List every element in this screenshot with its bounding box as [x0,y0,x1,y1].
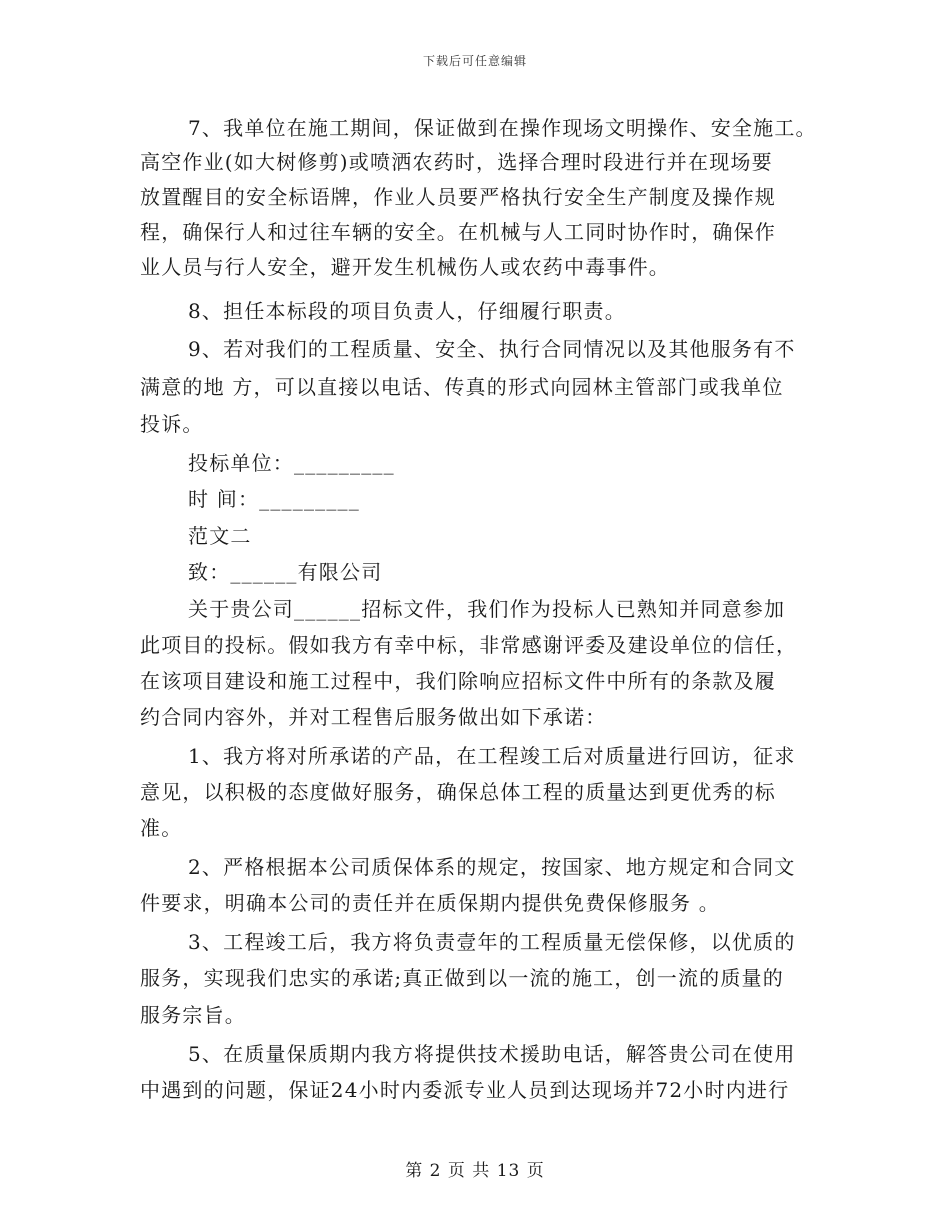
text-line: 约合同内容外，并对工程售后服务做出如下承诺： [140,705,607,729]
text-line: 1、我方将对所承诺的产品，在工程竣工后对质量进行回访，征求 [188,744,796,768]
text-line: 中遇到的问题，保证24小时内委派专业人员到达现场并72小时内进行 [140,1078,790,1102]
text-line: 在该项目建设和施工过程中，我们除响应招标文件中所有的条款及履 [140,669,776,693]
text-line: 服务，实现我们忠实的承诺;真正做到以一流的施工，创一流的质量的 [140,966,784,990]
text-line: 服务宗旨。 [140,1003,246,1027]
text-line: 此项目的投标。假如我方有幸中标，非常感谢评委及建设单位的信任， [140,633,798,657]
text-line: 满意的地 方，可以直接以电话、传真的形式向园林主管部门或我单位 [140,375,784,399]
text-line: 5、在质量保质期内我方将提供技术援助电话，解答贵公司在使用 [188,1042,796,1066]
section-title: 范文二 [188,524,252,548]
addressee-line: 致：______有限公司 [188,560,383,584]
text-line: 准。 [140,816,183,840]
page-number: 第 2 页 共 13 页 [405,1161,545,1181]
text-line: 程，确保行人和过往车辆的安全。在机械与人工同时协作时，确保作 [140,220,776,244]
page-header: 下载后可任意编辑 [422,54,527,68]
text-line: 2、严格根据本公司质保体系的规定，按国家、地方规定和合同文 [188,855,796,879]
text-line: 投诉。 [140,412,204,436]
text-line: 关于贵公司______招标文件，我们作为投标人已熟知并同意参加 [188,597,786,621]
text-line: 业人员与行人安全，避开发生机械伤人或农药中毒事件。 [140,255,670,279]
text-line: 8、担任本标段的项目负责人，仔细履行职责。 [188,299,626,323]
text-line: 件要求，明确本公司的责任并在质保期内提供免费保修服务 。 [140,891,720,915]
text-line: 放置醒目的安全标语牌，作业人员要严格执行安全生产制度及操作规 [140,185,776,209]
bidder-field: 投标单位：_________ [188,451,395,475]
text-line: 9、若对我们的工程质量、安全、执行合同情况以及其他服务有不 [188,337,796,361]
text-line: 7、我单位在施工期间，保证做到在操作现场文明操作、安全施工。 [188,116,817,140]
text-line: 意见，以积极的态度做好服务，确保总体工程的质量达到更优秀的标 [140,780,776,804]
date-field: 时 间：_________ [188,487,360,511]
text-line: 高空作业(如大树修剪)或喷洒农药时，选择合理时段进行并在现场要 [140,150,773,174]
text-line: 3、工程竣工后，我方将负责壹年的工程质量无偿保修，以优质的 [188,930,796,954]
